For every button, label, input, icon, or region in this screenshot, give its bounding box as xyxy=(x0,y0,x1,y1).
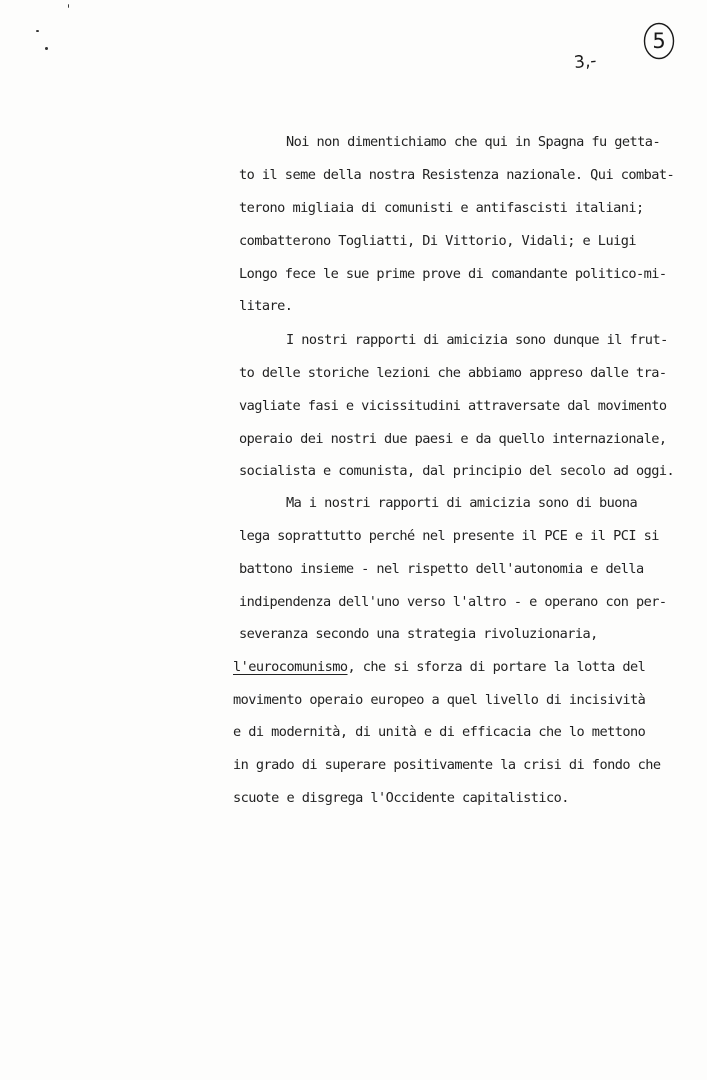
text-line: operaio dei nostri due paesi e da quello internazionale, xyxy=(239,431,667,447)
text-line: in grado di superare positivamente la crisi di fondo che xyxy=(233,757,661,773)
paper-speck xyxy=(68,4,69,8)
text-line: combatterono Togliatti, Di Vittorio, Vidali; e Luigi xyxy=(239,233,636,249)
underlined-term-eurocomunismo: l'eurocomunismo xyxy=(233,659,348,675)
text-line: Ma i nostri rapporti di amicizia sono di buona xyxy=(286,495,638,511)
text-line: terono migliaia di comunisti e antifascisti italiani; xyxy=(239,200,644,216)
sheet-number-text: 5 xyxy=(652,29,666,53)
text-line: indipendenza dell'uno verso l'altro - e operano con per- xyxy=(239,594,667,610)
text-line: I nostri rapporti di amicizia sono dunque il frut- xyxy=(286,332,668,348)
text-line: e di modernità, di unità e di efficacia che lo mettono xyxy=(233,724,646,740)
paper-speck xyxy=(36,30,39,32)
text-line: vagliate fasi e vicissitudini attraversate dal movimento xyxy=(239,398,667,414)
text-line: severanza secondo una strategia rivoluzionaria, xyxy=(239,626,598,642)
text-line: litare. xyxy=(239,298,293,314)
text-line: lega soprattutto perché nel presente il PCE e il PCI si xyxy=(239,528,659,544)
text-line: scuote e disgrega l'Occidente capitalistico. xyxy=(233,790,569,806)
page-number: 3,- xyxy=(573,50,598,74)
text-line-with-term xyxy=(233,658,645,676)
text-line: socialista e comunista, dal principio del secolo ad oggi. xyxy=(239,463,675,479)
text-line: Noi non dimentichiamo che qui in Spagna fu getta- xyxy=(286,134,661,150)
text-line: movimento operaio europeo a quel livello di incisività xyxy=(233,692,646,708)
text-line: Longo fece le sue prime prove di comandante politico-mi- xyxy=(239,266,667,282)
text-line-continuation: , che si sforza di portare la lotta del xyxy=(347,659,646,675)
text-line: to il seme della nostra Resistenza nazionale. Qui combat- xyxy=(239,167,675,183)
paper-speck xyxy=(45,47,48,50)
text-line: battono insieme - nel rispetto dell'autonomia e della xyxy=(239,561,644,577)
text-line: to delle storiche lezioni che abbiamo appreso dalle tra- xyxy=(239,365,667,381)
handwritten-sheet-number xyxy=(642,21,676,61)
